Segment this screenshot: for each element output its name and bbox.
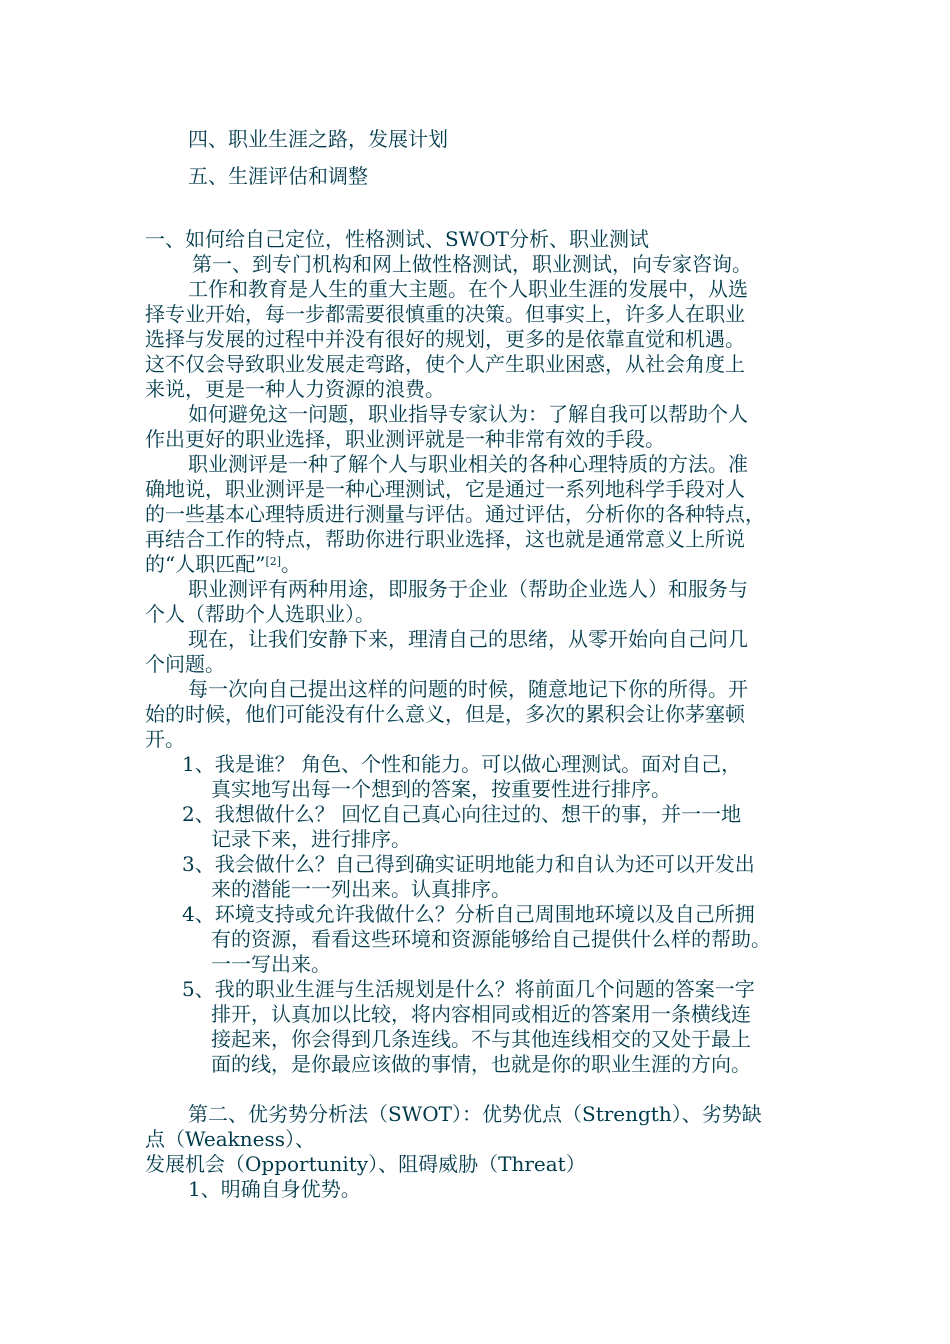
question-1: 1、我是谁？ 角色、个性和能力。可以做心理测试。面对自己， [182,752,742,776]
paragraph-line: 择专业开始，每一步都需要很慎重的决策。但事实上，许多人在职业 [145,302,745,326]
section-heading: 一、如何给自己定位，性格测试、SWOT分析、职业测试 [145,227,649,251]
paragraph-line: 职业测评是一种了解个人与职业相关的各种心理特质的方法。准 [188,452,748,476]
paragraph-line: 工作和教育是人生的重大主题。在个人职业生涯的发展中，从选 [188,277,748,301]
paragraph-line: 个人（帮助个人选职业）。 [145,602,375,626]
paragraph-line: 开。 [145,727,185,751]
question-4: 4、环境支持或允许我做什么？分析自己周围地环境以及自己所拥 [182,902,755,926]
paragraph-text: 。 [281,552,302,576]
paragraph-line: 每一次向自己提出这样的问题的时候，随意地记下你的所得。开 [188,677,748,701]
paragraph-line: 始的时候，他们可能没有什么意义，但是，多次的累积会让你茅塞顿 [145,702,745,726]
swot-step-1: 1、明确自身优势。 [188,1177,361,1201]
question-5-cont: 面的线，是你最应该做的事情，也就是你的职业生涯的方向。 [211,1052,751,1076]
paragraph-text: 的“人职匹配” [145,552,266,576]
paragraph-line: 来说，更是一种人力资源的浪费。 [145,377,445,401]
paragraph-line: 现在，让我们安静下来，理清自己的思绪，从零开始向自己问几 [188,627,748,651]
paragraph-line: 确地说，职业测评是一种心理测试，它是通过一系列地科学手段对人 [145,477,745,501]
question-5-cont: 接起来，你会得到几条连线。不与其他连线相交的又处于最上 [211,1027,751,1051]
paragraph-line [145,551,301,577]
toc-item-4: 四、职业生涯之路，发展计划 [188,127,448,151]
question-2-cont: 记录下来，进行排序。 [211,827,411,851]
question-5-cont: 排开，认真加以比较，将内容相同或相近的答案用一条横线连 [211,1002,751,1026]
swot-heading-cont: 点（Weakness）、 [145,1127,316,1151]
footnote-ref[interactable]: [2] [265,555,282,568]
question-4-cont: 有的资源，看看这些环境和资源能够给自己提供什么样的帮助。 [211,927,771,951]
toc-item-5: 五、生涯评估和调整 [188,164,368,188]
first-method-line: 第一、到专门机构和网上做性格测试，职业测试，向专家咨询。 [192,252,752,276]
paragraph-line: 如何避免这一问题，职业指导专家认为：了解自我可以帮助个人 [188,402,748,426]
paragraph-line: 职业测评有两种用途，即服务于企业（帮助企业选人）和服务与 [188,577,748,601]
paragraph-line: 再结合工作的特点，帮助你进行职业选择，这也就是通常意义上所说 [145,527,745,551]
question-2: 2、我想做什么？ 回忆自己真心向往过的、想干的事，并一一地 [182,802,742,826]
paragraph-line: 的一些基本心理特质进行测量与评估。通过评估，分析你的各种特点， [145,502,765,526]
question-3-cont: 来的潜能一一列出来。认真排序。 [211,877,511,901]
paragraph-line: 作出更好的职业选择，职业测评就是一种非常有效的手段。 [145,427,665,451]
question-1-cont: 真实地写出每一个想到的答案，按重要性进行排序。 [211,777,671,801]
swot-heading-cont: 发展机会（Opportunity）、阻碍威胁（Threat） [145,1152,586,1176]
question-4-cont: 一一写出来。 [211,952,331,976]
paragraph-line: 选择与发展的过程中并没有很好的规划，更多的是依靠直觉和机遇。 [145,327,745,351]
swot-heading: 第二、优劣势分析法（SWOT）：优势优点（Strength）、劣势缺 [188,1102,762,1126]
question-3: 3、我会做什么？自己得到确实证明地能力和自认为还可以开发出 [182,852,755,876]
question-5: 5、我的职业生涯与生活规划是什么？将前面几个问题的答案一字 [182,977,755,1001]
paragraph-line: 个问题。 [145,652,225,676]
paragraph-line: 这不仅会导致职业发展走弯路，使个人产生职业困惑，从社会角度上 [145,352,745,376]
